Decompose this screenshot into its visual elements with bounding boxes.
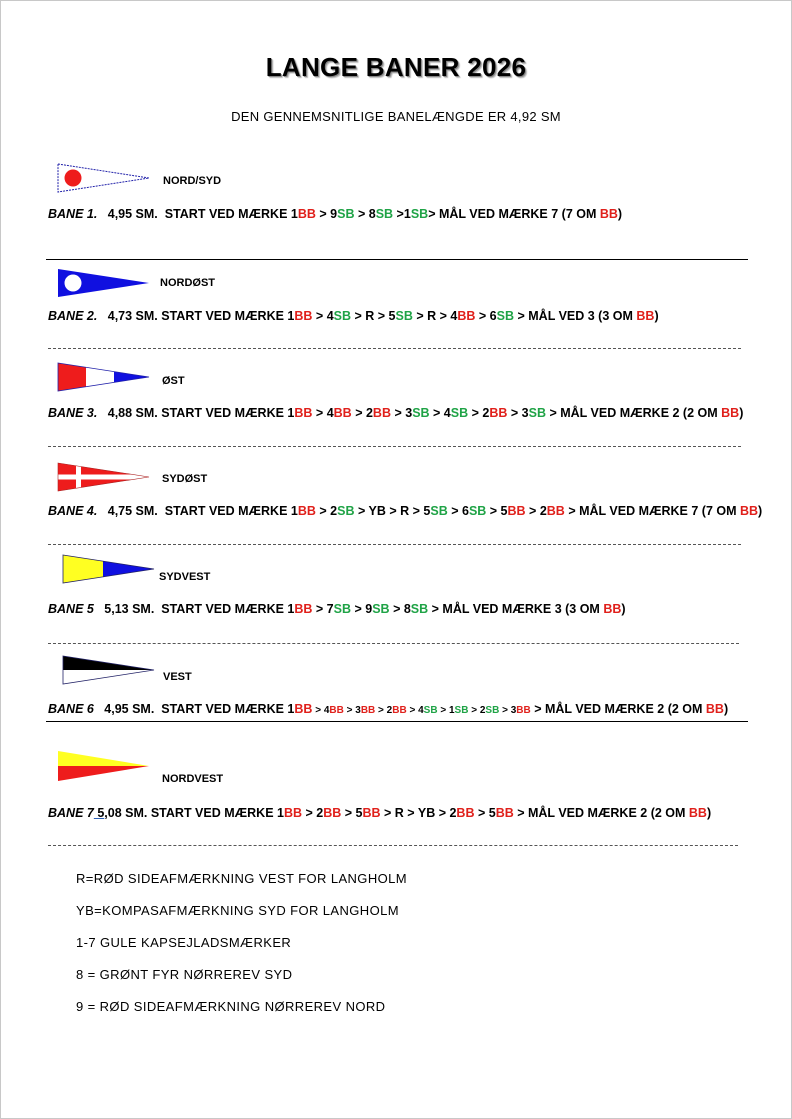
side-badge: SB xyxy=(375,207,394,221)
route-length: 4,75 SM. xyxy=(107,504,158,518)
route-line-1 xyxy=(48,207,622,221)
route-finish: > MÅL VED MÆRKE 2 (2 OM xyxy=(513,806,689,820)
route-start: START VED MÆRKE 1 xyxy=(164,504,298,518)
route-name: BANE 5 xyxy=(48,602,94,616)
divider xyxy=(48,446,741,447)
mark: > 9 xyxy=(351,602,373,616)
side-badge: BB xyxy=(392,705,407,716)
mark: > 8 xyxy=(354,207,376,221)
mark: > 3 xyxy=(499,705,517,716)
mark: > R > YB > 2 xyxy=(380,806,457,820)
mark: > 2 xyxy=(315,504,338,518)
side-badge: BB xyxy=(721,406,740,420)
side-badge: SB xyxy=(485,705,500,716)
route-length: 4,95 SM. xyxy=(107,207,158,221)
route-finish: > MÅL VED MÆRKE 7 (7 OM xyxy=(428,207,600,221)
side-badge: BB xyxy=(294,309,313,323)
danish-pennant-icon xyxy=(57,462,152,492)
side-badge: BB xyxy=(688,806,707,820)
route-start: START VED MÆRKE 1 xyxy=(161,702,295,716)
mark: > 6 xyxy=(475,309,497,323)
side-badge: BB xyxy=(294,406,313,420)
black-white-pennant-icon xyxy=(62,655,157,685)
route-name: BANE 1. xyxy=(48,207,98,221)
route-line-6 xyxy=(48,702,728,716)
route-start: START VED MÆRKE 1 xyxy=(161,309,295,323)
mark: > 7 xyxy=(312,602,334,616)
side-badge: BB xyxy=(739,504,759,518)
side-badge: BB xyxy=(636,309,655,323)
page-subtitle: DEN GENNEMSNITLIGE BANELÆNGDE ER 4,92 SM xyxy=(231,109,561,124)
mark: > 2 xyxy=(525,504,547,518)
side-badge: BB xyxy=(495,806,514,820)
mark: > 3 xyxy=(390,406,413,420)
side-badge: SB xyxy=(454,705,469,716)
yellow-red-pennant-icon xyxy=(57,750,152,782)
yellow-blue-pennant-icon xyxy=(62,554,157,584)
route-line-4 xyxy=(48,504,762,518)
side-badge: SB xyxy=(528,406,546,420)
route-length-prefix: 5 xyxy=(93,806,105,820)
mark: > 2 xyxy=(302,806,324,820)
mark: > 3 xyxy=(343,705,361,716)
route-finish: > MÅL VED MÆRKE 7 (7 OM xyxy=(564,504,740,518)
mark: > 4 xyxy=(406,705,424,716)
side-badge: SB xyxy=(468,504,487,518)
mark: > 1 xyxy=(437,705,455,716)
mark: > 2 xyxy=(375,705,393,716)
divider xyxy=(48,845,738,846)
route-length: 5,13 SM. xyxy=(104,602,155,616)
mark: > 5 xyxy=(341,806,363,820)
mark: > R > 4 xyxy=(412,309,458,323)
route-start: START VED MÆRKE 1 xyxy=(164,207,298,221)
side-badge: SB xyxy=(450,406,469,420)
route-finish-end: ) xyxy=(739,406,744,420)
side-badge: BB xyxy=(457,309,476,323)
side-badge: SB xyxy=(496,309,515,323)
route-finish-end: ) xyxy=(758,504,763,518)
red-white-blue-pennant-icon xyxy=(57,362,152,392)
mark: > R > 5 xyxy=(351,309,396,323)
route-line-3 xyxy=(48,406,743,420)
legend-item: YB=KOMPASAFMÆRKNING SYD FOR LANGHOLM xyxy=(76,903,399,918)
side-badge: BB xyxy=(362,806,381,820)
mark: > 2 xyxy=(468,705,486,716)
side-badge: BB xyxy=(546,504,565,518)
side-badge: SB xyxy=(430,504,448,518)
route-finish-end: ) xyxy=(617,207,623,221)
side-badge: SB xyxy=(372,602,390,616)
mark: > 5 xyxy=(486,504,508,518)
mark: > 2 xyxy=(351,406,373,420)
mark: > 4 xyxy=(429,406,451,420)
side-badge: BB xyxy=(603,602,622,616)
route-finish: > MÅL VED MÆRKE 2 (2 OM xyxy=(530,702,706,716)
blue-white-dot-pennant-icon xyxy=(57,268,152,298)
mark: > 6 xyxy=(447,504,469,518)
route-name: BANE 7 xyxy=(48,806,94,820)
side-badge: BB xyxy=(297,504,316,518)
direction-label: NORDVEST xyxy=(162,773,224,785)
mark: > 2 xyxy=(468,406,490,420)
side-badge: BB xyxy=(456,806,475,820)
side-badge: SB xyxy=(410,207,429,221)
legend-item: R=RØD SIDEAFMÆRKNING VEST FOR LANGHOLM xyxy=(76,871,407,886)
side-badge: SB xyxy=(410,602,429,616)
route-length: 4,88 SM. xyxy=(107,406,158,420)
side-badge: BB xyxy=(329,705,344,716)
divider xyxy=(48,544,741,545)
side-badge: BB xyxy=(705,702,724,716)
direction-label: NORDØST xyxy=(160,277,215,289)
red-dot-pennant-icon xyxy=(57,163,152,193)
route-finish-end: ) xyxy=(723,702,729,716)
side-badge: BB xyxy=(283,806,303,820)
route-line-7 xyxy=(48,806,711,820)
route-start: START VED MÆRKE 1 xyxy=(150,806,284,820)
side-badge: SB xyxy=(395,309,413,323)
route-finish: > MÅL VED 3 (3 OM xyxy=(514,309,637,323)
route-finish-end: ) xyxy=(706,806,712,820)
route-finish-end: ) xyxy=(621,602,626,616)
direction-label: SYDØST xyxy=(162,473,208,485)
divider xyxy=(46,259,748,260)
route-finish-end: ) xyxy=(654,309,659,323)
side-badge: BB xyxy=(294,602,313,616)
side-badge: SB xyxy=(333,309,352,323)
side-badge: BB xyxy=(333,406,352,420)
route-start: START VED MÆRKE 1 xyxy=(161,602,295,616)
route-line-5 xyxy=(48,602,626,616)
side-badge: BB xyxy=(297,207,316,221)
side-badge: SB xyxy=(333,602,352,616)
divider xyxy=(48,348,741,349)
side-badge: BB xyxy=(323,806,342,820)
route-name: BANE 3. xyxy=(48,406,98,420)
route-length: ,08 SM. xyxy=(104,806,148,820)
side-badge: BB xyxy=(294,702,313,716)
side-badge: BB xyxy=(489,406,508,420)
route-start: START VED MÆRKE 1 xyxy=(161,406,295,420)
side-badge: BB xyxy=(599,207,618,221)
direction-label: SYDVEST xyxy=(159,571,211,583)
legend-item: 9 = RØD SIDEAFMÆRKNING NØRREREV NORD xyxy=(76,999,386,1014)
divider xyxy=(48,643,739,644)
side-badge: BB xyxy=(507,504,526,518)
side-badge: SB xyxy=(412,406,430,420)
side-badge: SB xyxy=(423,705,438,716)
side-badge: BB xyxy=(372,406,391,420)
mark: > 4 xyxy=(312,309,334,323)
route-finish: > MÅL VED MÆRKE 2 (2 OM xyxy=(545,406,722,420)
side-badge: BB xyxy=(360,705,376,716)
mark: > 3 xyxy=(507,406,529,420)
route-length: 4,95 SM. xyxy=(104,702,155,716)
direction-label: VEST xyxy=(163,671,192,683)
side-badge: SB xyxy=(337,207,355,221)
route-name: BANE 2. xyxy=(48,309,98,323)
mark: > YB > R > 5 xyxy=(354,504,431,518)
direction-label: NORD/SYD xyxy=(163,175,222,187)
mark: > 8 xyxy=(389,602,411,616)
mark: > 5 xyxy=(474,806,496,820)
page-title: LANGE BANER 2026 xyxy=(265,52,527,82)
direction-label: ØST xyxy=(162,375,185,387)
side-badge: SB xyxy=(337,504,355,518)
route-line-2 xyxy=(48,309,659,323)
mark: >1 xyxy=(393,207,411,221)
mark: > 4 xyxy=(312,705,330,716)
route-length: 4,73 SM. xyxy=(107,309,158,323)
mark: > 4 xyxy=(312,406,334,420)
route-finish: > MÅL VED MÆRKE 3 (3 OM xyxy=(428,602,604,616)
legend-item: 8 = GRØNT FYR NØRREREV SYD xyxy=(76,967,293,982)
divider xyxy=(46,721,748,722)
route-name: BANE 4. xyxy=(48,504,98,518)
side-badge: BB xyxy=(516,705,531,716)
mark: > 9 xyxy=(315,207,338,221)
legend-item: 1-7 GULE KAPSEJLADSMÆRKER xyxy=(76,935,292,950)
route-name: BANE 6 xyxy=(48,702,94,716)
